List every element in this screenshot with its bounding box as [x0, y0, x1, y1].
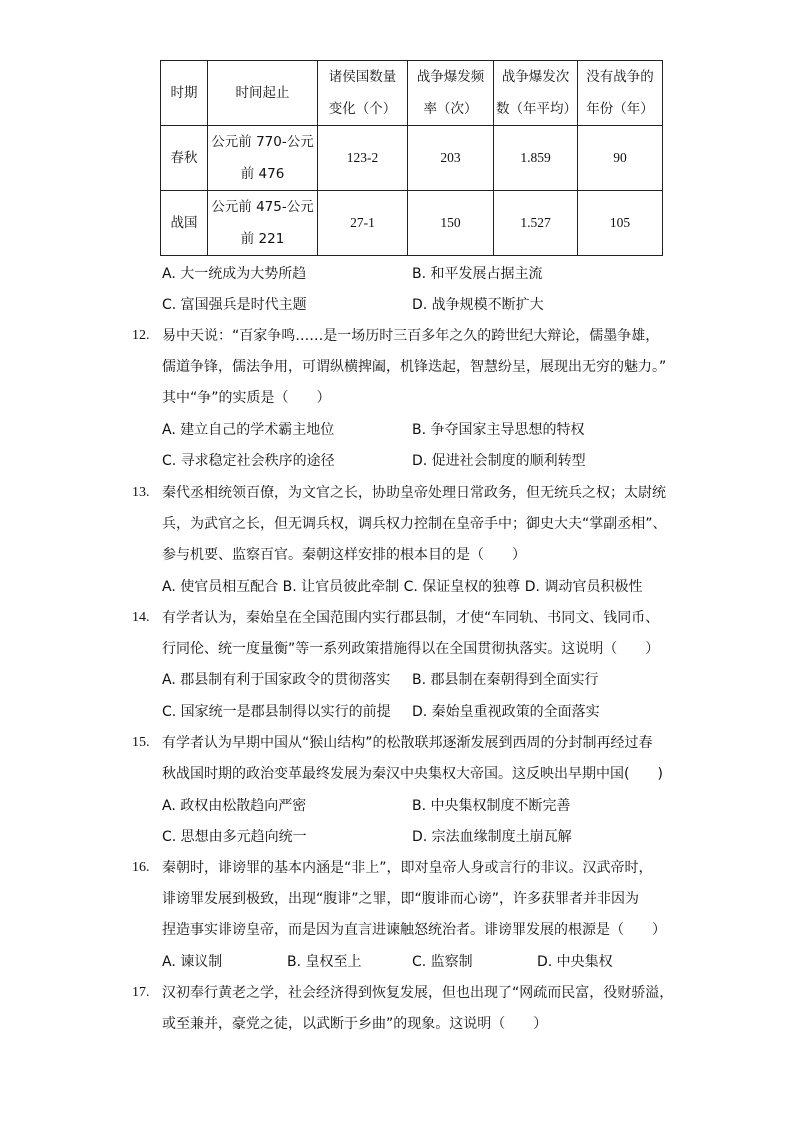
q12-option-a[interactable]: A. 建立自己的学术霸主地位 — [162, 422, 335, 438]
question-text-line: 参与机要、监察百官。秦朝这样安排的根本目的是（ ） — [162, 547, 526, 563]
question-text-line: 秋战国时期的政治变革最终发展为秦汉中央集权大帝国。这反映出早期中国( ) — [162, 766, 663, 782]
q13-options-line[interactable]: A. 使官员相互配合 B. 让官员彼此牵制 C. 保证皇权的独尊 D. 调动官员积极性 — [162, 579, 643, 595]
q11-option-c[interactable]: C. 富国强兵是时代主题 — [162, 297, 307, 313]
q14-option-a[interactable]: A. 郡县制有利于国家政令的贯彻落实 — [162, 672, 391, 688]
q16-option-d[interactable]: D. 中央集权 — [537, 954, 613, 970]
question-text-line: 有学者认为，秦始皇在全国范围内实行郡县制，才使“车同轨、书同文、钱同币、 — [162, 610, 660, 626]
q15-option-c[interactable]: C. 思想由多元趋向统一 — [162, 829, 307, 845]
table-cell-avg: 1.859 — [494, 126, 578, 191]
table-cell-range: 公元前 770-公元 前 476 — [208, 126, 318, 191]
table-row — [161, 191, 663, 256]
question-number: 16. — [132, 860, 150, 875]
table-header-cell: 时间起止 — [208, 61, 318, 126]
q16-option-b[interactable]: B. 皇权至上 — [287, 954, 362, 970]
question-number: 17. — [132, 985, 150, 1000]
data-table — [160, 60, 663, 256]
question-number: 13. — [132, 485, 150, 500]
q11-option-d[interactable]: D. 战争规模不断扩大 — [412, 297, 544, 313]
question-text-line: 秦朝时，诽谤罪的基本内涵是“非上”，即对皇帝人身或言行的非议。汉武帝时， — [162, 860, 653, 876]
table-cell-period: 春秋 — [161, 126, 208, 191]
q12-option-d[interactable]: D. 促进社会制度的顺利转型 — [412, 453, 586, 469]
question-number: 14. — [132, 610, 150, 625]
table-header-cell: 战争爆发频 率（次） — [408, 61, 494, 126]
q15-option-a[interactable]: A. 政权由松散趋向严密 — [162, 798, 307, 814]
q16-option-c[interactable]: C. 监察制 — [412, 954, 473, 970]
question-text-line: 或至兼并，豪党之徒，以武断于乡曲”的现象。这说明（ ） — [162, 1016, 548, 1032]
question-text-line: 儒道争锋，儒法争用，可谓纵横捭阖，机锋迭起，智慧纷呈，展现出无穷的魅力。” — [162, 359, 667, 375]
table-cell-nowar: 90 — [578, 126, 663, 191]
table-cell-states: 27-1 — [318, 191, 408, 256]
q16-option-a[interactable]: A. 谏议制 — [162, 954, 223, 970]
table-cell-range: 公元前 475-公元 前 221 — [208, 191, 318, 256]
question-text-line: 行同伦、统一度量衡”等一系列政策措施得以在全国贯彻执落实。这说明（ ） — [162, 641, 660, 657]
table-cell-states: 123-2 — [318, 126, 408, 191]
question-text-line: 易中天说：“百家争鸣……是一场历时三百多年之久的跨世纪大辩论，儒墨争雄， — [162, 328, 660, 344]
question-number: 15. — [132, 735, 150, 750]
question-text-line: 秦代丞相统领百僚，为文官之长，协助皇帝处理日常政务，但无统兵之权；太尉统 — [162, 485, 666, 501]
question-number: 12. — [132, 328, 150, 343]
q12-option-c[interactable]: C. 寻求稳定社会秩序的途径 — [162, 453, 335, 469]
data-table-container — [160, 60, 663, 256]
q11-option-b[interactable]: B. 和平发展占据主流 — [412, 266, 543, 282]
q14-option-c[interactable]: C. 国家统一是郡县制得以实行的前提 — [162, 704, 391, 720]
question-text-line: 有学者认为早期中国从“猴山结构”的松散联邦逐渐发展到西周的分封制再经过春 — [162, 735, 653, 751]
q12-option-b[interactable]: B. 争夺国家主导思想的特权 — [412, 422, 585, 438]
q14-option-d[interactable]: D. 秦始皇重视政策的全面落实 — [412, 704, 600, 720]
question-text-line: 其中“争”的实质是（ ） — [162, 390, 331, 406]
question-text-line: 兵，为武官之长，但无调兵权，调兵权力控制在皇帝手中；御史大夫“掌副丞相”、 — [162, 516, 667, 532]
table-cell-freq: 203 — [408, 126, 494, 191]
table-cell-nowar: 105 — [578, 191, 663, 256]
table-header-cell: 战争爆发次 数（年平均） — [494, 61, 578, 126]
table-cell-freq: 150 — [408, 191, 494, 256]
q15-option-b[interactable]: B. 中央集权制度不断完善 — [412, 798, 571, 814]
table-header-cell: 时期 — [161, 61, 208, 126]
table-cell-period: 战国 — [161, 191, 208, 256]
table-cell-avg: 1.527 — [494, 191, 578, 256]
q15-option-d[interactable]: D. 宗法血缘制度土崩瓦解 — [412, 829, 572, 845]
question-text-line: 汉初奉行黄老之学，社会经济得到恢复发展，但也出现了“网疏而民富，役财骄溢， — [162, 985, 674, 1001]
table-header-row — [161, 61, 663, 126]
q14-option-b[interactable]: B. 郡县制在秦朝得到全面实行 — [412, 672, 599, 688]
table-header-cell: 没有战争的 年份（年） — [578, 61, 663, 126]
question-text-line: 诽谤罪发展到极致，出现“腹诽”之罪，即“腹诽而心谤”，许多获罪者并非因为 — [162, 891, 640, 907]
table-header-cell: 诸侯国数量 变化（个） — [318, 61, 408, 126]
q11-option-a[interactable]: A. 大一统成为大势所趋 — [162, 266, 307, 282]
table-row — [161, 126, 663, 191]
question-text-line: 捏造事实诽谤皇帝，而是因为直言进谏触怒统治者。诽谤罪发展的根源是（ ） — [162, 922, 666, 938]
